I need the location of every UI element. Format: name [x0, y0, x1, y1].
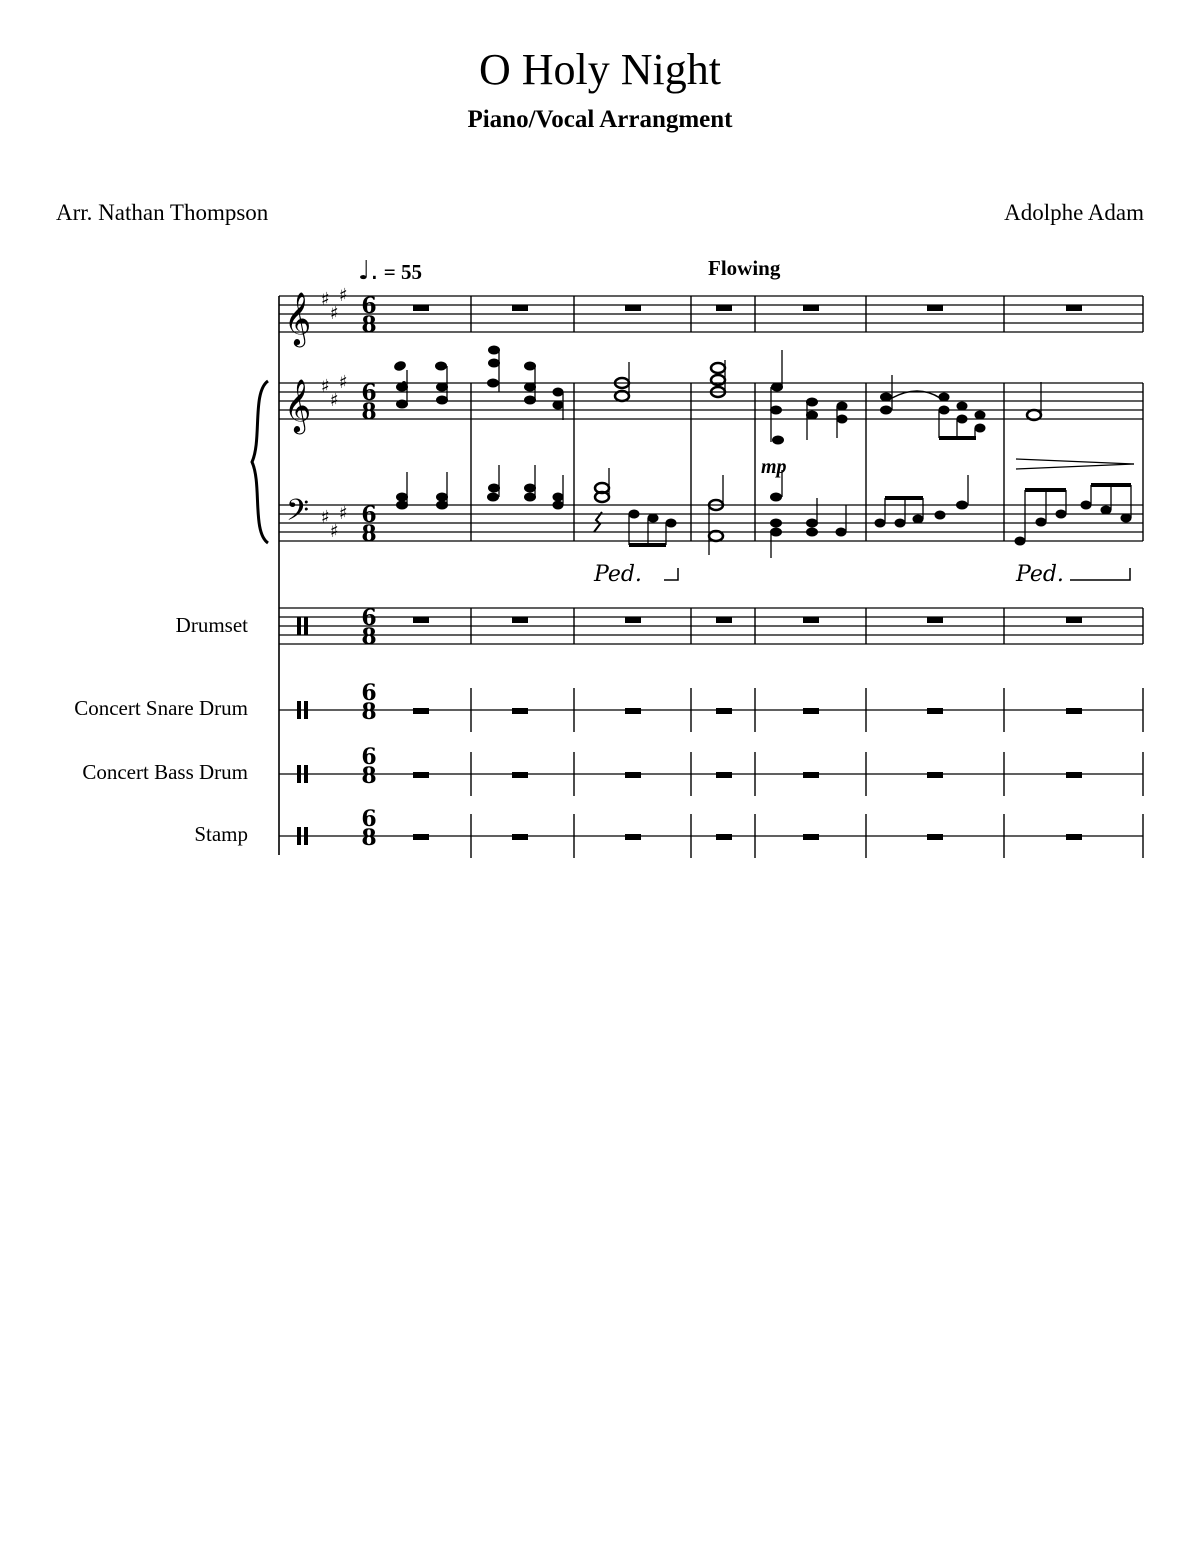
percussion-clef-icons [297, 617, 308, 845]
treble-clef-icon: 𝄞 [284, 291, 312, 345]
time-signatures [361, 293, 376, 851]
piano-bass-staff [279, 505, 1143, 541]
time-signature-numerator: 6 [361, 605, 377, 631]
treble-clef-icon: 𝄞 [284, 378, 312, 432]
time-signature-numerator: 6 [361, 680, 377, 706]
sharp-icon: ♯ [321, 289, 330, 310]
piano-rh-notes [393, 346, 1041, 444]
time-signature-denominator: 8 [361, 825, 377, 851]
piano-lh-notes [397, 465, 1132, 558]
sharp-icon: ♯ [339, 372, 348, 393]
expression-marking: Flowing [708, 256, 781, 280]
time-signature-numerator: 6 [361, 502, 377, 528]
sharp-icon: ♯ [339, 285, 348, 306]
sharp-icon: ♯ [330, 303, 339, 324]
vocal-staff [279, 296, 1143, 332]
score-title: O Holy Night [479, 45, 721, 94]
time-signature-denominator: 8 [361, 399, 377, 425]
time-signature-denominator: 8 [361, 763, 377, 789]
sharp-icon: ♯ [321, 507, 330, 528]
instrument-label-drumset: Drumset [175, 613, 248, 637]
time-signature-denominator: 8 [361, 624, 377, 650]
tempo-value: = 55 [383, 260, 422, 284]
dotted-quarter-note-icon: ♩. [358, 256, 379, 286]
composer-credit: Adolphe Adam [1004, 200, 1144, 225]
pedal-bracket-icons [664, 568, 1130, 580]
time-signature-denominator: 8 [361, 312, 377, 338]
drumset-staff [279, 608, 1143, 644]
measure-rests [413, 305, 1082, 840]
bass-clef-icon: 𝄢 [286, 494, 310, 535]
instrument-label-stamp: Stamp [194, 822, 248, 846]
time-signature-numerator: 6 [361, 293, 377, 319]
piano-treble-staff [279, 383, 1143, 419]
piano-brace-icon [252, 381, 268, 543]
instrument-label-snare: Concert Snare Drum [74, 696, 248, 720]
sharp-icon: ♯ [330, 521, 339, 542]
arranger-credit: Arr. Nathan Thompson [56, 200, 269, 225]
hairpin-icon [1016, 459, 1134, 469]
time-signature-numerator: 6 [361, 380, 377, 406]
dynamic-marking: mp [761, 456, 787, 478]
time-signature-denominator: 8 [361, 699, 377, 725]
sharp-icon: ♯ [330, 390, 339, 411]
sharp-icon: ♯ [339, 503, 348, 524]
time-signature-numerator: 6 [361, 744, 377, 770]
instrument-label-bass-drum: Concert Bass Drum [82, 760, 248, 784]
score-subtitle: Piano/Vocal Arrangment [467, 106, 733, 133]
time-signature-numerator: 6 [361, 806, 377, 832]
sharp-icon: ♯ [321, 376, 330, 397]
pedal-marking-2: Ped. [1016, 562, 1064, 587]
time-signature-denominator: 8 [361, 521, 377, 547]
pedal-marking-1: Ped. [594, 562, 642, 587]
